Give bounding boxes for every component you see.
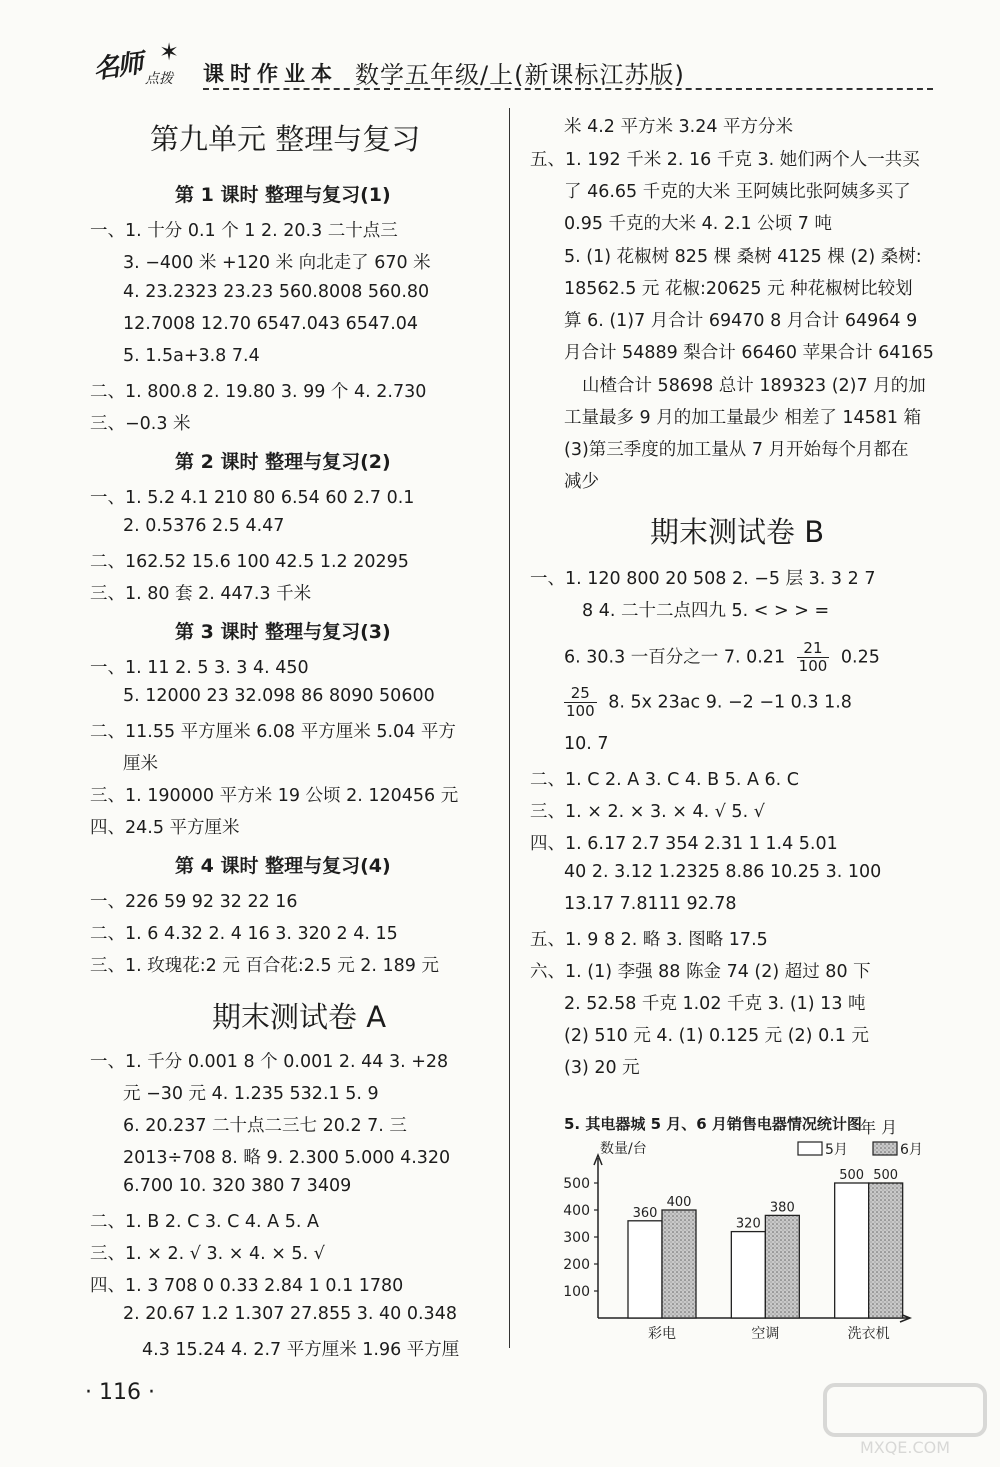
answer-line: 四、24.5 平方厘米 (90, 818, 240, 838)
answer-text: 6. 30.3 一百分之一 7. 0.21 (564, 647, 786, 668)
data-label: 380 (769, 1200, 795, 1216)
answer-line: 三、1. 玫瑰花:2 元 百合花:2.5 元 2. 189 元 (90, 956, 439, 976)
answer-line: 三、1. 80 套 2. 447.3 千米 (90, 584, 312, 604)
answer-line: 10. 7 (564, 734, 609, 754)
answer-line: 4. 23.2323 23.23 560.8008 560.80 (123, 282, 430, 302)
answer-text: 8. 5x 23ac 9. −2 −1 0.3 1.8 (608, 692, 852, 713)
answer-line: 一、1. 千分 0.001 8 个 0.001 2. 44 3. +28 (90, 1052, 449, 1072)
legend-label: 5月 (825, 1142, 848, 1158)
y-tick-label: 400 (563, 1203, 590, 1219)
answer-line: 五、1. 192 千米 2. 16 千克 3. 她们两个人一共买 (530, 150, 920, 170)
legend-swatch (798, 1142, 822, 1155)
answer-line: 四、1. 3 708 0 0.33 2.84 1 0.1 1780 (90, 1276, 404, 1296)
answer-line: 2. 0.5376 2.5 4.47 (123, 516, 285, 536)
chart-bar (765, 1215, 799, 1318)
answer-line: 三、1. × 2. √ 3. × 4. × 5. √ (90, 1244, 325, 1264)
answer-line: 算 6. (1)7 月合计 69470 8 月合计 64964 9 (564, 311, 918, 331)
answer-line: 6.700 10. 320 380 7 3409 (123, 1176, 352, 1196)
y-tick-label: 100 (563, 1284, 590, 1300)
answer-line: 12.7008 12.70 6547.043 6547.04 (123, 314, 419, 334)
chart-bar (628, 1221, 662, 1318)
answer-line: 0.95 千克的大米 4. 2.1 公顷 7 吨 (564, 214, 833, 234)
book-title: 数学五年级/上(新课标江苏版) (355, 61, 685, 89)
column-divider (509, 108, 510, 1348)
answer-line: 二、1. 6 4.32 2. 4 16 3. 320 2 4. 15 (90, 924, 398, 944)
answer-line: 2. 52.58 千克 1.02 千克 3. (1) 13 吨 (564, 994, 866, 1014)
answer-line: (3)第三季度的加工量从 7 月开始每个月都在 (564, 440, 909, 460)
legend-swatch (873, 1142, 897, 1155)
svg-text:MXQE.COM: MXQE.COM (859, 1438, 951, 1457)
answer-line: 4.3 15.24 4. 2.7 平方厘米 1.96 平方厘 (142, 1340, 460, 1360)
data-label: 500 (839, 1168, 865, 1183)
lesson-2-title: 第 2 课时 整理与复习(2) (175, 451, 391, 473)
answer-text: 0.25 (840, 647, 880, 668)
answer-line: 六、1. (1) 李强 88 陈金 74 (2) 超过 80 下 (530, 962, 871, 982)
answer-line: 二、162.52 15.6 100 42.5 1.2 20295 (90, 552, 409, 572)
x-tick-label: 洗衣机 (847, 1326, 890, 1342)
answer-line: 5. 1.5a+3.8 7.4 (123, 346, 260, 366)
lesson-3-title: 第 3 课时 整理与复习(3) (175, 621, 391, 643)
fraction-numerator: 21 (797, 640, 830, 658)
answer-line: 四、1. 6.17 2.7 354 2.31 1 1.4 5.01 (530, 834, 838, 854)
answer-line: 厘米 (123, 754, 158, 774)
answer-line: 月合计 54889 梨合计 66460 苹果合计 64165 (564, 343, 934, 363)
bar-chart (540, 1135, 940, 1365)
answer-line: 40 2. 3.12 1.2325 8.86 10.25 3. 100 (564, 862, 882, 882)
data-label: 500 (873, 1168, 899, 1183)
star-icon: ✶ (159, 38, 180, 66)
fraction-denominator: 100 (566, 702, 595, 720)
legend-label: 6月 (900, 1142, 923, 1158)
logo-main-text: 名师 (91, 48, 144, 86)
answer-line (564, 640, 880, 675)
answer-line: 了 46.65 千克的大米 王阿姨比张阿姨多买了 (564, 182, 911, 202)
answer-line (564, 685, 852, 720)
answer-line: 8 4. 二十二点四九 5. < > > = (582, 601, 830, 621)
lesson-4-title: 第 4 课时 整理与复习(4) (175, 855, 391, 877)
chart-bar (731, 1232, 765, 1318)
answer-line: 5. 12000 23 32.098 86 8090 50600 (123, 686, 435, 706)
answer-line: 二、11.55 平方厘米 6.08 平方厘米 5.04 平方 (90, 722, 456, 742)
y-tick-label: 300 (563, 1230, 590, 1246)
chart-title: 5. 其电器城 5 月、6 月销售电器情况统计图 (564, 1115, 862, 1133)
lesson-1-title: 第 1 课时 整理与复习(1) (175, 184, 391, 206)
answer-line: 米 4.2 平方米 3.24 平方分米 (564, 117, 794, 137)
answer-line: (3) 20 元 (564, 1058, 640, 1078)
fraction-numerator: 25 (564, 685, 597, 703)
x-tick-label: 彩电 (648, 1326, 676, 1342)
header-divider (203, 88, 933, 90)
y-axis-label: 数量/台 (600, 1141, 647, 1157)
answer-line: 五、1. 9 8 2. 略 3. 图略 17.5 (530, 930, 768, 950)
answer-line: 5. (1) 花椒树 825 棵 桑树 4125 棵 (2) 桑树: (564, 247, 922, 267)
date-label: 年 月 (860, 1118, 898, 1137)
answer-line: 三、1. 190000 平方米 19 公顷 2. 120456 元 (90, 786, 459, 806)
answer-line: 二、1. 800.8 2. 19.80 3. 99 个 4. 2.730 (90, 382, 427, 402)
answer-line: 二、1. B 2. C 3. C 4. A 5. A (90, 1212, 319, 1232)
answer-line: 减少 (564, 472, 599, 492)
answer-line: 18562.5 元 花椒:20625 元 种花椒树比较划 (564, 279, 913, 299)
answer-line: 一、1. 120 800 20 508 2. −5 层 3. 3 2 7 (530, 569, 876, 589)
data-label: 320 (735, 1216, 761, 1232)
answer-line: 一、1. 11 2. 5 3. 3 4. 450 (90, 658, 309, 678)
answer-line: 一、1. 十分 0.1 个 1 2. 20.3 二十点三 (90, 221, 398, 241)
x-tick-label: 空调 (751, 1326, 780, 1342)
answer-line: 13.17 7.8111 92.78 (564, 894, 737, 914)
answer-line: 二、1. C 2. A 3. C 4. B 5. A 6. C (530, 770, 799, 790)
unit-title: 第九单元 整理与复习 (150, 122, 421, 156)
y-tick-label: 500 (563, 1176, 590, 1192)
series-name: 课时作业本 (203, 62, 338, 86)
logo-sub-text: 点拨 (145, 71, 173, 87)
answer-line: 6. 20.237 二十点二三七 20.2 7. 三 (123, 1116, 407, 1136)
fraction (564, 685, 597, 720)
data-label: 400 (666, 1195, 692, 1210)
chart-bar (869, 1183, 903, 1318)
y-tick-label: 200 (563, 1257, 590, 1273)
answer-line: 工量最多 9 月的加工量最少 相差了 14581 箱 (564, 408, 922, 428)
answer-line: 三、1. × 2. × 3. × 4. √ 5. √ (530, 802, 765, 822)
data-label: 360 (632, 1205, 658, 1221)
answer-line: (2) 510 元 4. (1) 0.125 元 (2) 0.1 元 (564, 1026, 869, 1046)
answer-line: 3. −400 米 +120 米 向北走了 670 米 (123, 253, 431, 273)
fraction-denominator: 100 (798, 657, 828, 675)
answer-line: 山楂合计 58698 总计 189323 (2)7 月的加 (582, 376, 926, 396)
fraction (797, 640, 830, 675)
answer-line: 一、1. 5.2 4.1 210 80 6.54 60 2.7 0.1 (90, 488, 415, 508)
chart-bar (662, 1210, 696, 1318)
answer-line: 一、226 59 92 32 22 16 (90, 892, 298, 912)
page-number: · 116 · (85, 1380, 155, 1405)
page-header (85, 40, 935, 92)
answer-line: 2013÷708 8. 略 9. 2.300 5.000 4.320 (123, 1148, 451, 1168)
test-b-title: 期末测试卷 B (650, 515, 825, 549)
answer-line: 三、−0.3 米 (90, 414, 191, 434)
watermark-logo (820, 1380, 990, 1460)
test-a-title: 期末测试卷 A (212, 1000, 387, 1034)
answer-line: 元 −30 元 4. 1.235 532.1 5. 9 (123, 1084, 379, 1104)
publisher-logo (85, 40, 200, 92)
answer-line: 2. 20.67 1.2 1.307 27.855 3. 40 0.348 (123, 1304, 457, 1324)
chart-bar (835, 1183, 869, 1318)
